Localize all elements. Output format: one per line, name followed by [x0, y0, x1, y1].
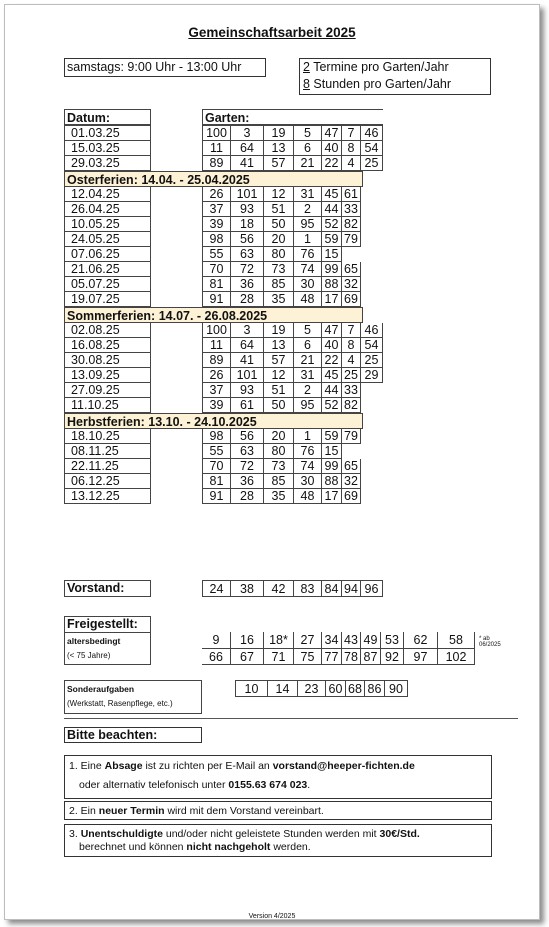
garden-number-cell: 73: [264, 459, 294, 474]
date-cell: 15.03.25: [64, 141, 151, 156]
version-label: Version 4/2025: [248, 913, 296, 920]
phone-number: 0155.63 674 023: [228, 779, 308, 791]
garden-number-cell: 76: [294, 444, 322, 459]
garden-number-cell: 7: [342, 126, 361, 141]
garden-number-cell: 95: [294, 217, 322, 232]
freigestellt-number-cell: 62: [404, 632, 438, 648]
garden-number-cell: 4: [342, 156, 361, 171]
garden-number-cell: 56: [231, 232, 264, 247]
garden-number-cell: 80: [264, 444, 294, 459]
garden-number-cell: 91: [202, 292, 231, 307]
garden-number-cell: 55: [202, 444, 231, 459]
garden-number-cell: 1: [294, 429, 322, 444]
garden-number-cell: 85: [264, 474, 294, 489]
garden-number-cell: 28: [231, 489, 264, 504]
freigestellt-sub-box: [64, 632, 151, 665]
garden-number-cell: 20: [264, 429, 294, 444]
garden-number-cell: 29: [361, 368, 383, 383]
garden-number-cell: 35: [264, 292, 294, 307]
garden-number-cell: 26: [202, 368, 231, 383]
garden-number-cell: 8: [342, 141, 361, 156]
garden-number-cell: 93: [231, 202, 264, 217]
garden-number-cell: 98: [202, 232, 231, 247]
freigestellt-number-cell: 16: [231, 632, 264, 648]
sonder-box: [64, 680, 202, 714]
sonder-number-cell: 60: [326, 680, 346, 697]
date-cell: 06.12.25: [64, 474, 151, 489]
sonder-number-cell: 68: [346, 680, 365, 697]
sonder-number-cell: 86: [365, 680, 385, 697]
garden-number-cell: 50: [264, 398, 294, 413]
page-title: Gemeinschaftsarbeit 2025: [188, 25, 356, 40]
garden-number-cell: 52: [322, 217, 342, 232]
garden-number-cell: 15: [322, 247, 342, 262]
date-cell: 11.10.25: [64, 398, 151, 413]
date-cell: 26.04.25: [64, 202, 151, 217]
garden-number-cell: 46: [361, 323, 383, 338]
date-cell: 22.11.25: [64, 459, 151, 474]
garden-number-cell: 56: [231, 429, 264, 444]
garden-number-cell: 2: [294, 202, 322, 217]
garden-number-cell: 100: [202, 323, 231, 338]
garden-number-cell: 22: [322, 156, 342, 171]
garden-number-cell: 88: [322, 277, 342, 292]
termine-line: 2 Termine pro Garten/Jahr: [303, 60, 449, 74]
garden-number-cell: 79: [342, 429, 361, 444]
garden-number-cell: 93: [231, 383, 264, 398]
garden-number-cell: 89: [202, 156, 231, 171]
freigestellt-number-cell: 102: [438, 648, 475, 665]
garden-number-cell: 11: [202, 338, 231, 353]
garden-number-cell: 41: [231, 353, 264, 368]
sonder-label: Sonderaufgaben: [67, 684, 135, 694]
garden-number-cell: 32: [342, 474, 361, 489]
garden-number-cell: 19: [264, 126, 294, 141]
garden-number-cell: 3: [231, 126, 264, 141]
garden-number-cell: 6: [294, 141, 322, 156]
garden-number-cell: 39: [202, 398, 231, 413]
garden-number-cell: 44: [322, 383, 342, 398]
garden-number-cell: 39: [202, 217, 231, 232]
vorstand-number-cell: 84: [322, 580, 342, 597]
vorstand-number-cell: 83: [294, 580, 322, 597]
garden-number-cell: 98: [202, 429, 231, 444]
garden-number-cell: 63: [231, 247, 264, 262]
garden-number-cell: 26: [202, 187, 231, 202]
garden-number-cell: 13: [264, 338, 294, 353]
footnote: * ab 06/2025: [479, 636, 501, 648]
garden-number-cell: 22: [322, 353, 342, 368]
garden-number-cell: 18: [231, 217, 264, 232]
garden-number-cell: 37: [202, 383, 231, 398]
datum-header: Datum:: [64, 109, 151, 126]
document-page: [4, 4, 540, 920]
garden-number-cell: 59: [322, 232, 342, 247]
info-box: [299, 58, 491, 95]
freigestellt-number-cell: 75: [294, 648, 322, 665]
garden-number-cell: 19: [264, 323, 294, 338]
garden-number-cell: 8: [342, 338, 361, 353]
garden-number-cell: 11: [202, 141, 231, 156]
garden-number-cell: 7: [342, 323, 361, 338]
date-cell: 18.10.25: [64, 429, 151, 444]
date-cell: 07.06.25: [64, 247, 151, 262]
date-cell: 13.09.25: [64, 368, 151, 383]
garden-number-cell: 70: [202, 262, 231, 277]
vorstand-number-cell: 94: [342, 580, 361, 597]
garden-number-cell: 45: [322, 187, 342, 202]
freigestellt-number-cell: 66: [202, 648, 231, 665]
garden-number-cell: 61: [342, 187, 361, 202]
garden-number-cell: 47: [322, 323, 342, 338]
freigestellt-number-cell: 77: [322, 648, 342, 665]
email-link[interactable]: vorstand@heeper-fichten.de: [272, 760, 415, 772]
garden-number-cell: 59: [322, 429, 342, 444]
garden-number-cell: 5: [294, 126, 322, 141]
sonder-number-cell: 10: [235, 680, 268, 697]
garden-number-cell: 21: [294, 156, 322, 171]
garden-number-cell: 99: [322, 262, 342, 277]
garden-number-cell: 55: [202, 247, 231, 262]
garden-number-cell: 30: [294, 474, 322, 489]
freigestellt-number-cell: 27: [294, 632, 322, 648]
garden-number-cell: 17: [322, 292, 342, 307]
freigestellt-number-cell: 92: [381, 648, 404, 665]
garden-number-cell: 61: [231, 398, 264, 413]
garden-number-cell: 12: [264, 187, 294, 202]
freigestellt-number-cell: 71: [264, 648, 294, 665]
garden-number-cell: 70: [202, 459, 231, 474]
date-cell: 12.04.25: [64, 187, 151, 202]
garden-number-cell: 40: [322, 338, 342, 353]
garden-number-cell: 31: [294, 368, 322, 383]
date-cell: 27.09.25: [64, 383, 151, 398]
garden-number-cell: 41: [231, 156, 264, 171]
freigestellt-label: Freigestellt:: [64, 616, 151, 632]
garden-number-cell: 30: [294, 277, 322, 292]
schedule-text: samstags: 9:00 Uhr - 13:00 Uhr: [67, 60, 242, 74]
garden-number-cell: 13: [264, 141, 294, 156]
freigestellt-number-cell: 87: [361, 648, 381, 665]
garden-number-cell: 64: [231, 141, 264, 156]
garden-number-cell: 28: [231, 292, 264, 307]
garden-number-cell: 32: [342, 277, 361, 292]
date-cell: 16.08.25: [64, 338, 151, 353]
date-cell: 29.03.25: [64, 156, 151, 171]
vorstand-number-cell: 42: [264, 580, 294, 597]
garden-number-cell: 33: [342, 202, 361, 217]
date-cell: 10.05.25: [64, 217, 151, 232]
sonder-sub: (Werkstatt, Rasenpflege, etc.): [67, 699, 173, 708]
garden-number-cell: 2: [294, 383, 322, 398]
garden-number-cell: 48: [294, 292, 322, 307]
garden-number-cell: 25: [342, 368, 361, 383]
garden-number-cell: 47: [322, 126, 342, 141]
garden-number-cell: 95: [294, 398, 322, 413]
freigestellt-number-cell: 18*: [264, 632, 294, 648]
garden-number-cell: 31: [294, 187, 322, 202]
freigestellt-number-cell: 43: [342, 632, 361, 648]
vorstand-number-cell: 96: [361, 580, 383, 597]
sonder-number-cell: 14: [268, 680, 298, 697]
garden-number-cell: 79: [342, 232, 361, 247]
freigestellt-number-cell: 97: [404, 648, 438, 665]
garden-number-cell: 4: [342, 353, 361, 368]
garden-number-cell: 1: [294, 232, 322, 247]
garden-number-cell: 69: [342, 489, 361, 504]
garden-number-cell: 73: [264, 262, 294, 277]
sonder-number-cell: 23: [298, 680, 326, 697]
garden-number-cell: 54: [361, 338, 383, 353]
freigestellt-number-cell: 67: [231, 648, 264, 665]
garden-number-cell: 45: [322, 368, 342, 383]
freigestellt-number-cell: 53: [381, 632, 404, 648]
garden-number-cell: 63: [231, 444, 264, 459]
garden-number-cell: 89: [202, 353, 231, 368]
garden-number-cell: 17: [322, 489, 342, 504]
holiday-banner: Osterferien: 14.04. - 25.04.2025: [64, 171, 363, 187]
garden-number-cell: 25: [361, 353, 383, 368]
freigestellt-number-cell: 58: [438, 632, 475, 648]
stunden-line: 8 Stunden pro Garten/Jahr: [303, 77, 452, 91]
garden-number-cell: 52: [322, 398, 342, 413]
date-cell: 30.08.25: [64, 353, 151, 368]
sonder-number-cell: 90: [385, 680, 408, 697]
garden-number-cell: 6: [294, 338, 322, 353]
date-cell: 05.07.25: [64, 277, 151, 292]
garden-number-cell: 51: [264, 383, 294, 398]
garden-number-cell: 40: [322, 141, 342, 156]
garden-number-cell: 72: [231, 459, 264, 474]
vorstand-number-cell: 38: [231, 580, 264, 597]
garden-number-cell: 20: [264, 232, 294, 247]
garden-number-cell: 85: [264, 277, 294, 292]
garden-number-cell: 100: [202, 126, 231, 141]
vorstand-label: Vorstand:: [64, 580, 151, 597]
garden-number-cell: 51: [264, 202, 294, 217]
garden-number-cell: 101: [231, 368, 264, 383]
garden-number-cell: 74: [294, 459, 322, 474]
garden-number-cell: 50: [264, 217, 294, 232]
garden-number-cell: 54: [361, 141, 383, 156]
freigestellt-number-cell: 78: [342, 648, 361, 665]
garden-number-cell: 35: [264, 489, 294, 504]
garten-header: Garten:: [202, 109, 383, 126]
garden-number-cell: 76: [294, 247, 322, 262]
freigestellt-number-cell: 34: [322, 632, 342, 648]
date-cell: 21.06.25: [64, 262, 151, 277]
garden-number-cell: 91: [202, 489, 231, 504]
garden-number-cell: 46: [361, 126, 383, 141]
garden-number-cell: 48: [294, 489, 322, 504]
note-2: 2. Ein neuer Termin wird mit dem Vorstand vereinbart.: [64, 801, 492, 820]
note-3: 3. Unentschuldigte und/oder nicht geleistete Stunden werden mit 30€/Std. berechnet und können nicht nachgeholt werden.: [64, 824, 492, 857]
garden-number-cell: 33: [342, 383, 361, 398]
garden-number-cell: 15: [322, 444, 342, 459]
garden-number-cell: 64: [231, 338, 264, 353]
garden-number-cell: 37: [202, 202, 231, 217]
garden-number-cell: 3: [231, 323, 264, 338]
garden-number-cell: 36: [231, 277, 264, 292]
vorstand-number-cell: 24: [202, 580, 231, 597]
garden-number-cell: 99: [322, 459, 342, 474]
schedule-box: [64, 58, 266, 77]
garden-number-cell: 88: [322, 474, 342, 489]
note-1: 1. Eine Absage ist zu richten per E-Mail an vorstand@heeper-fichten.de oder alternativ telefonisch unter 0155.63 674 023.: [64, 755, 492, 799]
date-cell: 08.11.25: [64, 444, 151, 459]
holiday-banner: Sommerferien: 14.07. - 26.08.2025: [64, 307, 363, 323]
garden-number-cell: 101: [231, 187, 264, 202]
garden-number-cell: 21: [294, 353, 322, 368]
date-cell: 13.12.25: [64, 489, 151, 504]
holiday-banner: Herbstferien: 13.10. - 24.10.2025: [64, 413, 363, 429]
garden-number-cell: 5: [294, 323, 322, 338]
garden-number-cell: 57: [264, 353, 294, 368]
date-cell: 24.05.25: [64, 232, 151, 247]
garden-number-cell: 65: [342, 459, 361, 474]
date-cell: 02.08.25: [64, 323, 151, 338]
notes-heading: Bitte beachten:: [64, 727, 202, 743]
garden-number-cell: 81: [202, 474, 231, 489]
garden-number-cell: 36: [231, 474, 264, 489]
garden-number-cell: 81: [202, 277, 231, 292]
freigestellt-number-cell: 49: [361, 632, 381, 648]
date-cell: 01.03.25: [64, 126, 151, 141]
altersbedingt-label: altersbedingt: [67, 636, 121, 646]
garden-number-cell: 12: [264, 368, 294, 383]
garden-number-cell: 72: [231, 262, 264, 277]
garden-number-cell: 44: [322, 202, 342, 217]
garden-number-cell: 74: [294, 262, 322, 277]
garden-number-cell: 80: [264, 247, 294, 262]
garden-number-cell: 65: [342, 262, 361, 277]
garden-number-cell: 82: [342, 217, 361, 232]
garden-number-cell: 57: [264, 156, 294, 171]
date-cell: 19.07.25: [64, 292, 151, 307]
divider: [64, 718, 518, 719]
freigestellt-number-cell: 9: [202, 632, 231, 648]
garden-number-cell: 82: [342, 398, 361, 413]
garden-number-cell: 25: [361, 156, 383, 171]
altersbedingt-sub: (< 75 Jahre): [67, 651, 111, 660]
garden-number-cell: 69: [342, 292, 361, 307]
